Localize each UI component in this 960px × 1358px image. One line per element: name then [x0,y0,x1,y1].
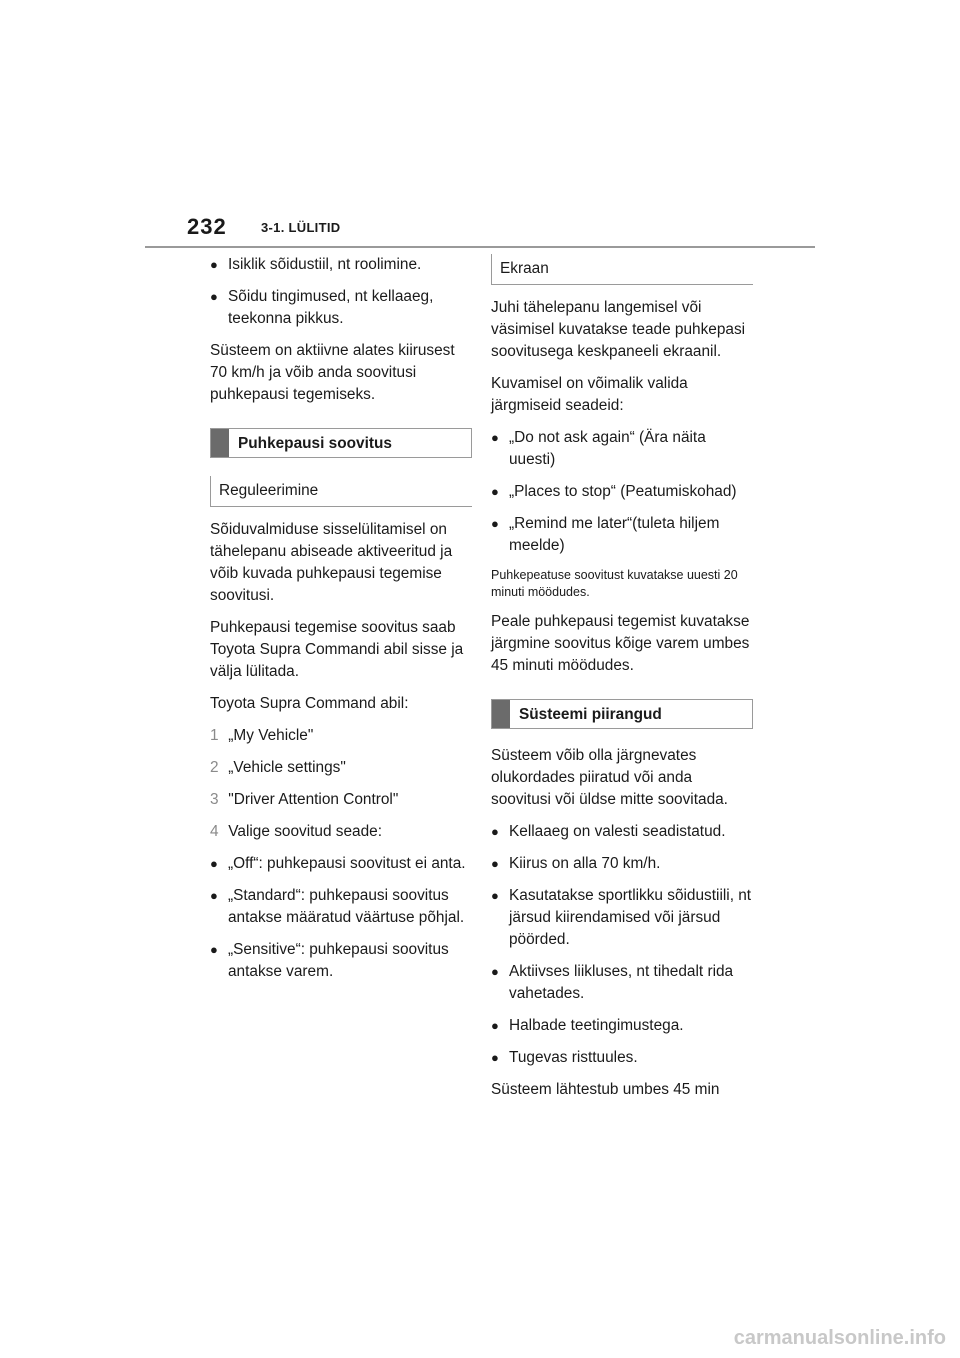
step-item: 2 „Vehicle settings" [210,759,346,776]
section-title: 3-1. LÜLITID [261,220,341,235]
paragraph: Süsteem lähtestub umbes 45 min [491,1081,720,1098]
paragraph: Peale puhkepausi tegemist kuvatakse järgmine soovitus kõige varem umbes 45 minuti möödudes. [491,613,750,674]
bullet-icon: ● [491,484,499,499]
bullet-item: ● Halbade teetingimustega. [491,1015,753,1037]
bullet-icon: ● [491,1050,499,1065]
step-item: 1 „My Vehicle" [210,727,314,744]
paragraph: Sõiduvalmiduse sisselülitamisel on tähelepanu abiseade aktiveeritud ja võib kuvada puhkepausi tegemise soovitusi. [210,521,453,604]
right-column [491,254,753,1111]
section-heading-box [210,428,472,458]
heading-bar [492,700,510,728]
paragraph: Süsteem on aktiivne alates kiirusest 70 km/h ja võib anda soovitusi puhkepausi tegemiseks. [210,342,455,403]
bullet-item: ● Kellaaeg on valesti seadistatud. [491,821,753,843]
bullet-item: ● Isiklik sõidustiil, nt roolimine. [210,254,472,276]
bullet-icon: ● [210,942,218,957]
bullet-item: ● „Off“: puhkepausi soovitust ei anta. [210,853,472,875]
section-heading: Süsteemi piirangud [519,706,662,723]
bullet-icon: ● [210,289,218,304]
section-heading: Puhkepausi soovitus [238,435,392,452]
paragraph: Kuvamisel on võimalik valida järgmiseid seadeid: [491,375,688,414]
subheading-box [491,254,753,285]
bullet-item: ● Tugevas risttuules. [491,1047,753,1069]
bullet-item: ● „Remind me later“(tuleta hiljem meelde) [491,515,720,554]
bullet-icon: ● [210,856,218,871]
step-item: 3 "Driver Attention Control" [210,791,399,808]
heading-bar [211,429,229,457]
note: Puhkepeatuse soovitust kuvatakse uuesti 20 minuti möödudes. [491,568,738,599]
bullet-item: ● Aktiivses liikluses, nt tihedalt rida vahetades. [491,963,734,1002]
bullet-item: ● „Places to stop“ (Peatumiskohad) [491,481,753,503]
bullet-item: ● Kiirus on alla 70 km/h. [491,853,753,875]
bullet-icon: ● [491,516,499,531]
paragraph: Puhkepausi tegemise soovitus saab Toyota Supra Commandi abil sisse ja välja lülitada. [210,619,464,680]
bullet-icon: ● [210,257,218,272]
step-item: 4 Valige soovitud seade: [210,823,383,840]
subheading: Ekraan [500,260,549,277]
bullet-item: ● Sõidu tingimused, nt kellaaeg, teekonna pikkus. [210,288,434,327]
paragraph: Juhi tähelepanu langemisel või väsimisel kuvatakse teade puhkepasi soovitusega keskpaneeli ekraanil. [491,299,746,360]
subheading-box [210,476,472,507]
page-header [145,212,815,248]
bullet-icon: ● [491,888,499,903]
paragraph: Süsteem võib olla järgnevates olukordades piiratud või anda soovitusi või üldse mitte soovitada. [491,747,728,808]
bullet-item: ● „Sensitive“: puhkepausi soovitus antakse varem. [210,941,449,980]
paragraph: Toyota Supra Command abil: [210,695,409,712]
bullet-item: ● „Do not ask again“ (Ära näita uuesti) [491,429,706,468]
section-heading-box [491,699,753,729]
bullet-item: ● „Standard“: puhkepausi soovitus antakse määratud väärtuse põhjal. [210,887,465,926]
bullet-icon: ● [491,964,499,979]
bullet-icon: ● [210,888,218,903]
page-number: 232 [187,214,227,239]
bullet-icon: ● [491,1018,499,1033]
left-column [210,254,472,993]
bullet-item: ● Kasutatakse sportlikku sõidustiili, nt järsud kiirendamised või järsud pöörded. [491,887,752,948]
subheading: Reguleerimine [219,482,319,499]
bullet-icon: ● [491,430,499,445]
watermark: carmanualsonline.info [733,1327,946,1349]
bullet-icon: ● [491,824,499,839]
bullet-icon: ● [491,856,499,871]
